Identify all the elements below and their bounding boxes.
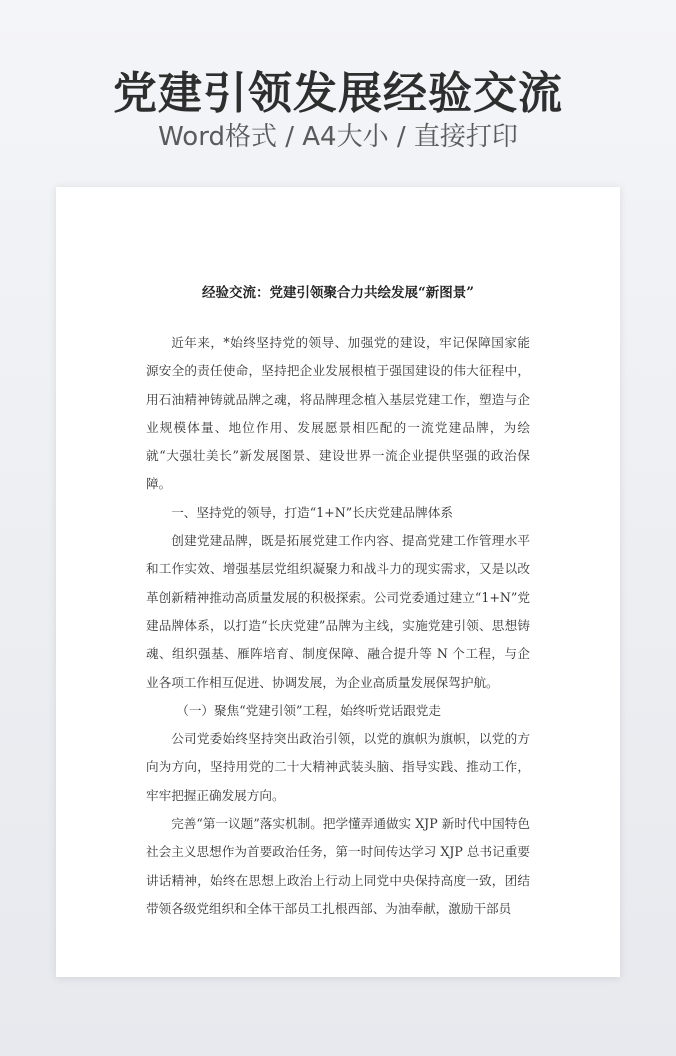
subsection-heading: （一）聚焦“党建引领”工程，始终听党话跟党走 <box>176 702 441 718</box>
body-paragraph: 创建党建品牌，既是拓展党建工作内容、提高党建工作管理水平和工作实效、增强基层党组织凝聚力和战斗力的现实需求，又是以改革创新精神推动高质量发展的积极探索。公司党委通过建立“1+N”党建品牌体系，以打造“长庆党建”品牌为主线，实施党建引领、思想铸魂、组织强基、雁阵培育、制度保障、融合提升等 N 个工程，与企业各项工作相互促进、协调发展，为企业高质量发展保驾护航。 <box>146 533 530 690</box>
body-paragraph: 完善“第一议题”落实机制。把学懂弄通做实 XJP 新时代中国特色社会主义思想作为首要政治任务，第一时间传达学习 XJP 总书记重要讲话精神，始终在思想上政治上行动上同党中央保持高度一致，团结带领各级党组织和全体干部员工扎根西部、为油奉献，激励干部员 <box>146 816 530 916</box>
document-page <box>56 187 620 977</box>
banner-subtitle: Word格式 / A4大小 / 直接打印 <box>158 122 518 152</box>
body-paragraph: 近年来，*始终坚持党的领导、加强党的建设，牢记保障国家能源安全的责任使命，坚持把企业发展根植于强国建设的伟大征程中，用石油精神铸就品牌之魂，将品牌理念植入基层党建工作，塑造与企业规模体量、地位作用、发展愿景相匹配的一流党建品牌，为绘就“大强壮美长”新发展图景、建设世界一流企业提供坚强的政治保障。 <box>146 335 530 492</box>
document-body <box>146 329 530 923</box>
document-title: 经验交流：党建引领聚合力共绘发展“新图景” <box>201 285 475 301</box>
banner-title: 党建引领发展经验交流 <box>113 68 563 119</box>
body-paragraph: 公司党委始终坚持突出政治引领，以党的旗帜为旗帜，以党的方向为方向，坚持用党的二十大精神武装头脑、指导实践、推动工作，牢牢把握正确发展方向。 <box>146 731 530 803</box>
section-heading: 一、坚持党的领导，打造“1+N”长庆党建品牌体系 <box>171 504 453 520</box>
